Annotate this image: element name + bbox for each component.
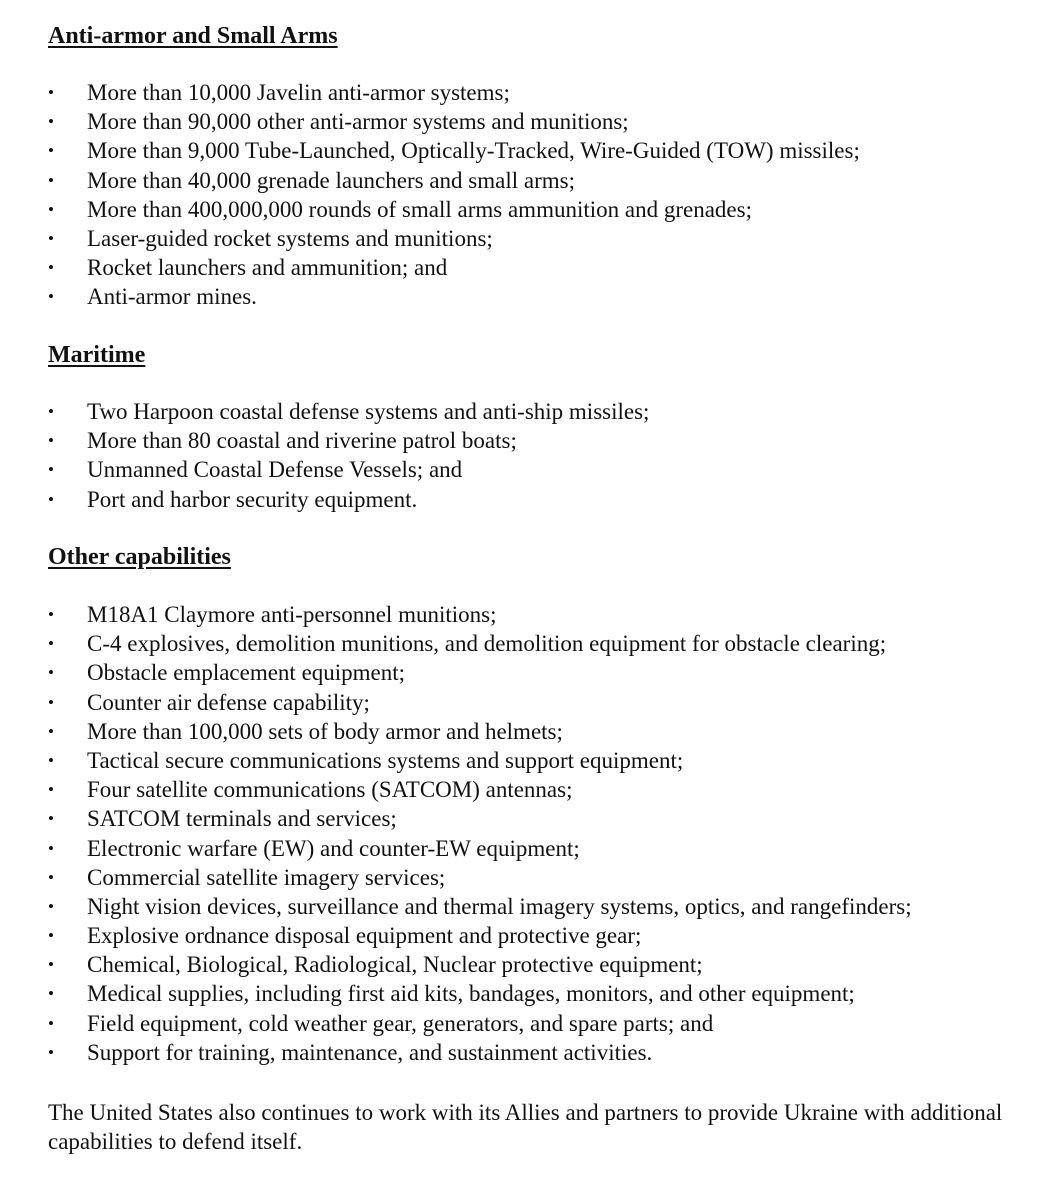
list-item-text: More than 80 coastal and riverine patrol boats; bbox=[87, 428, 517, 454]
bullet-icon: • bbox=[48, 199, 54, 219]
bullet-icon: • bbox=[48, 112, 54, 132]
list-item-text: More than 9,000 Tube-Launched, Optically-Tracked, Wire-Guided (TOW) missiles; bbox=[87, 138, 860, 164]
bullet-icon: • bbox=[48, 984, 54, 1004]
bullet-icon: • bbox=[48, 809, 54, 829]
list-item-text: SATCOM terminals and services; bbox=[87, 806, 397, 832]
list-item-text: M18A1 Claymore anti-personnel munitions; bbox=[87, 602, 497, 627]
list-item-text: Rocket launchers and ammunition; and bbox=[87, 255, 448, 281]
bullet-icon: • bbox=[48, 634, 54, 654]
bullet-icon: • bbox=[48, 1042, 54, 1062]
list-item-text: Unmanned Coastal Defense Vessels; and bbox=[87, 457, 463, 483]
section-heading-maritime: Maritime bbox=[48, 342, 146, 368]
list-item-text: Counter air defense capability; bbox=[87, 689, 370, 715]
bullet-icon: • bbox=[48, 431, 54, 451]
list-item-text: Commercial satellite imagery services; bbox=[87, 864, 446, 890]
bullet-icon: • bbox=[48, 750, 54, 770]
list-item-text: Support for training, maintenance, and sustainment activities. bbox=[87, 1039, 653, 1065]
list-item-text: More than 400,000,000 rounds of small arms ammunition and grenades; bbox=[87, 196, 752, 222]
bullet-icon: • bbox=[48, 460, 54, 480]
bullet-icon: • bbox=[48, 287, 54, 307]
list-item-text: More than 40,000 grenade launchers and small arms; bbox=[87, 167, 575, 193]
list-item-text: Explosive ordnance disposal equipment and protective gear; bbox=[87, 923, 642, 949]
bullet-icon: • bbox=[48, 721, 54, 741]
list-item-text: Medical supplies, including first aid kits, bandages, monitors, and other equipment; bbox=[87, 981, 855, 1007]
bullet-icon: • bbox=[48, 1013, 54, 1033]
bullet-icon: • bbox=[48, 489, 54, 509]
list-item-text: C-4 explosives, demolition munitions, and demolition equipment for obstacle clearing; bbox=[87, 631, 887, 657]
list-item-text: Anti-armor mines. bbox=[87, 284, 257, 310]
list-item-text: Field equipment, cold weather gear, generators, and spare parts; and bbox=[87, 1010, 714, 1036]
bullet-icon: • bbox=[48, 402, 54, 421]
section-heading-anti-armor: Anti-armor and Small Arms bbox=[48, 23, 338, 49]
bullet-icon: • bbox=[48, 896, 54, 916]
list-item-text: Tactical secure communications systems and support equipment; bbox=[87, 747, 684, 773]
bullet-icon: • bbox=[48, 780, 54, 800]
bullet-icon: • bbox=[48, 258, 54, 278]
bullet-icon: • bbox=[48, 926, 54, 946]
closing-paragraph: The United States also continues to work with its Allies and partners to provide Ukraine with additional capabilities to defend itself. bbox=[48, 1100, 1003, 1154]
bullet-icon: • bbox=[48, 141, 54, 161]
list-item-text: More than 10,000 Javelin anti-armor systems; bbox=[87, 80, 510, 105]
bullet-icon: • bbox=[48, 692, 54, 712]
bullet-icon: • bbox=[48, 867, 54, 887]
bullet-icon: • bbox=[48, 955, 54, 975]
list-item-text: Obstacle emplacement equipment; bbox=[87, 660, 406, 686]
list-item-text: More than 100,000 sets of body armor and helmets; bbox=[87, 718, 563, 744]
list-item-text: Chemical, Biological, Radiological, Nuclear protective equipment; bbox=[87, 952, 703, 978]
list-item-text: Two Harpoon coastal defense systems and anti-ship missiles; bbox=[87, 399, 650, 424]
bullet-icon: • bbox=[48, 170, 54, 190]
bullet-icon: • bbox=[48, 838, 54, 858]
bullet-icon: • bbox=[48, 83, 54, 102]
bullet-icon: • bbox=[48, 663, 54, 683]
bullet-icon: • bbox=[48, 605, 54, 624]
list-item-text: Night vision devices, surveillance and thermal imagery systems, optics, and rangefinders; bbox=[87, 893, 912, 919]
bullet-icon: • bbox=[48, 228, 54, 248]
section-heading-other-capabilities: Other capabilities bbox=[48, 544, 231, 570]
list-item-text: Port and harbor security equipment. bbox=[87, 486, 418, 512]
list-item-text: Laser-guided rocket systems and munitions; bbox=[87, 225, 493, 251]
list-item-text: Electronic warfare (EW) and counter-EW equipment; bbox=[87, 835, 580, 861]
list-item-text: More than 90,000 other anti-armor systems and munitions; bbox=[87, 109, 629, 135]
list-item-text: Four satellite communications (SATCOM) antennas; bbox=[87, 777, 573, 803]
